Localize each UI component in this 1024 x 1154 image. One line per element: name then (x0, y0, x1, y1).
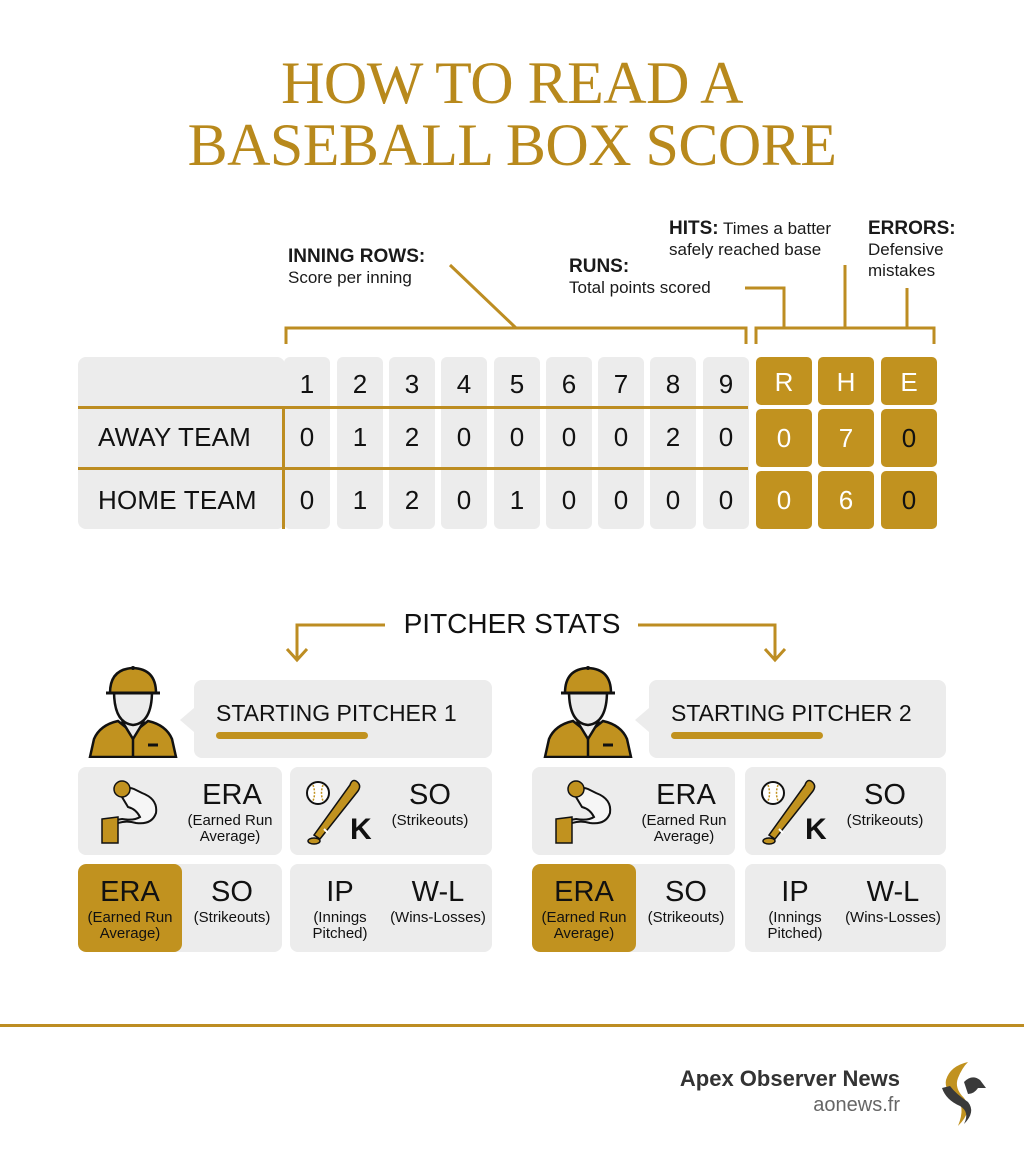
away-hits: 7 (818, 409, 874, 467)
annotation-heading: ERRORS: (868, 218, 956, 239)
stat-abbr: SO (409, 779, 451, 811)
stat-description: (Innings Pitched) (312, 909, 368, 942)
pitcher-2-era-so-card (532, 864, 735, 952)
inning-column-5 (494, 357, 540, 529)
title-line-2: BASEBALL BOX SCORE (187, 112, 837, 178)
home-errors: 0 (881, 471, 937, 529)
away-errors: 0 (881, 409, 937, 467)
pitcher-1-label-bubble (194, 680, 492, 758)
home-team-label: HOME TEAM (98, 485, 257, 515)
stat-description: (Earned Run Average) (641, 812, 727, 845)
annotation-text: safely reached base (669, 240, 822, 259)
stat-abbr: ERA (554, 876, 614, 908)
stat-description: (Strikeouts) (846, 812, 924, 829)
stat-description: (Innings Pitched) (767, 909, 823, 942)
annotation-text: Total points scored (569, 278, 711, 297)
strikeout-k-glyph: K (350, 813, 372, 846)
pitcher-2-label: STARTING PITCHER 2 (671, 700, 912, 726)
home-inning-score: 1 (352, 485, 368, 515)
away-inning-score: 0 (299, 422, 315, 452)
annotation-heading: RUNS: (569, 256, 630, 277)
away-inning-score: 2 (404, 422, 420, 452)
inning-column-4 (441, 357, 487, 529)
stat-abbr: ERA (656, 779, 716, 811)
pitcher-stats-heading: PITCHER STATS (403, 608, 621, 639)
inning-column-9 (703, 357, 749, 529)
away-runs: 0 (756, 409, 812, 467)
annotation-heading: HITS: (669, 218, 719, 239)
stat-description: (Wins-Losses) (845, 909, 941, 926)
strikeout-k-glyph: K (805, 813, 827, 846)
inning-header: 7 (613, 369, 629, 399)
home-hits: 6 (818, 471, 874, 529)
away-team-label: AWAY TEAM (98, 422, 252, 452)
home-inning-score: 0 (665, 485, 681, 515)
brand-logo-icon (938, 1058, 988, 1130)
runs-header: R (756, 357, 812, 405)
stat-description: (Strikeouts) (193, 909, 271, 926)
inning-header: 2 (352, 369, 368, 399)
away-inning-score: 0 (718, 422, 734, 452)
pitcher-avatar-icon (86, 663, 180, 758)
home-inning-score: 0 (613, 485, 629, 515)
annotation-text: Score per inning (288, 268, 412, 287)
brand-name: Apex Observer News (679, 1066, 900, 1091)
pitcher-1-so-card (290, 767, 492, 855)
inning-column-2 (337, 357, 383, 529)
underline-bar (216, 732, 368, 739)
away-inning-score: 0 (561, 422, 577, 452)
stat-description: (Strikeouts) (647, 909, 725, 926)
stat-description: (Earned Run Average) (187, 812, 273, 845)
home-inning-score: 0 (299, 485, 315, 515)
row-divider (78, 406, 748, 409)
away-inning-score: 1 (352, 422, 368, 452)
hits-header: H (818, 357, 874, 405)
inning-header: 5 (509, 369, 525, 399)
pitcher-1-ip-wl-card (290, 864, 492, 952)
title-line-1: HOW TO READ A (281, 50, 743, 116)
away-inning-score: 2 (665, 422, 681, 452)
stat-description: (Strikeouts) (391, 812, 469, 829)
pitcher-1-label: STARTING PITCHER 1 (216, 700, 457, 726)
row-divider (78, 467, 748, 470)
annotation-connectors (0, 0, 1024, 360)
inning-column-8 (650, 357, 696, 529)
stat-abbr: ERA (202, 779, 262, 811)
stat-description: (Earned Run Average) (87, 909, 173, 942)
home-inning-score: 1 (509, 485, 525, 515)
inning-header: 1 (299, 369, 315, 399)
flexed-arm-baseball-icon (100, 779, 164, 845)
pitcher-avatar-icon (541, 663, 635, 758)
pitcher-2-ip-wl-card (745, 864, 946, 952)
stat-abbr: ERA (100, 876, 160, 908)
annotation-text: Defensive (868, 240, 944, 259)
inning-header: 9 (718, 369, 734, 399)
inning-header: 3 (404, 369, 420, 399)
pitcher-2-era-card (532, 767, 735, 855)
stat-abbr: IP (781, 876, 809, 908)
stat-abbr: IP (326, 876, 354, 908)
pitcher-2-label-bubble (649, 680, 946, 758)
home-inning-score: 0 (718, 485, 734, 515)
stat-abbr: W-L (411, 876, 465, 908)
inning-column-3 (389, 357, 435, 529)
inning-header: 8 (665, 369, 681, 399)
brand-block (680, 1066, 900, 1117)
flexed-arm-baseball-icon (554, 779, 618, 845)
inning-column-7 (598, 357, 644, 529)
inning-column-6 (546, 357, 592, 529)
annotation-text: mistakes (868, 261, 936, 280)
away-inning-score: 0 (509, 422, 525, 452)
away-inning-score: 0 (613, 422, 629, 452)
stat-abbr: SO (211, 876, 253, 908)
pitcher-arrows (0, 610, 1024, 665)
footer-divider (0, 1024, 1024, 1027)
stat-abbr: W-L (866, 876, 920, 908)
brand-url[interactable]: aonews.fr (813, 1094, 900, 1116)
errors-header: E (881, 357, 937, 405)
annotation-text: Times a batter (723, 219, 832, 238)
stat-description: (Wins-Losses) (390, 909, 486, 926)
stat-abbr: SO (665, 876, 707, 908)
column-divider (282, 406, 285, 529)
annotation-heading: INNING ROWS: (288, 246, 426, 267)
away-inning-score: 0 (456, 422, 472, 452)
pitcher-1-era-card (78, 767, 282, 855)
inning-header: 6 (561, 369, 577, 399)
pitcher-2-so-card (745, 767, 946, 855)
stat-description: (Earned Run Average) (541, 909, 627, 942)
home-inning-score: 0 (456, 485, 472, 515)
home-inning-score: 2 (404, 485, 420, 515)
inning-column-1 (284, 357, 330, 529)
home-inning-score: 0 (561, 485, 577, 515)
stat-abbr: SO (864, 779, 906, 811)
underline-bar (671, 732, 823, 739)
inning-header: 4 (456, 369, 472, 399)
home-runs: 0 (756, 471, 812, 529)
pitcher-1-era-so-card (78, 864, 282, 952)
